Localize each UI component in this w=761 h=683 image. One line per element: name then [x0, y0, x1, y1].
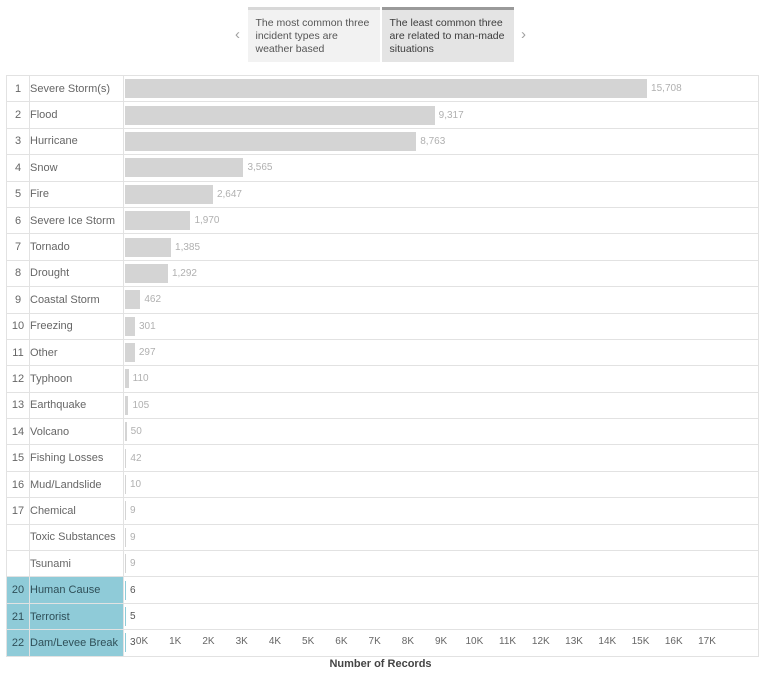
row-rank: 14: [7, 419, 30, 445]
table-row[interactable]: [7, 419, 759, 445]
row-rank: 11: [7, 339, 30, 365]
row-category-label: Human Cause: [30, 577, 124, 603]
bar-value-label: 9,317: [438, 109, 464, 121]
x-axis-tick: 7K: [368, 636, 381, 647]
table-row[interactable]: [7, 260, 759, 286]
bar[interactable]: [125, 475, 126, 494]
row-category-label: Fire: [30, 181, 124, 207]
row-bar-cell[interactable]: [124, 76, 759, 102]
bar-value-label: 8,763: [420, 135, 446, 147]
row-category-label: Snow: [30, 155, 124, 181]
row-bar-cell[interactable]: [124, 551, 759, 577]
row-category-label: Other: [30, 339, 124, 365]
bar-value-label: 9: [130, 505, 136, 517]
table-row[interactable]: [7, 471, 759, 497]
table-row[interactable]: [7, 234, 759, 260]
row-rank: 22: [7, 630, 30, 656]
story-next-arrow[interactable]: ›: [521, 25, 526, 43]
row-category-label: Typhoon: [30, 366, 124, 392]
bar[interactable]: [125, 290, 140, 309]
row-rank: 9: [7, 287, 30, 313]
bar-value-label: 15,708: [651, 83, 682, 95]
row-rank: [7, 524, 30, 550]
story-navigation-bar: [0, 0, 761, 68]
x-axis-tick: 13K: [565, 636, 583, 647]
bar[interactable]: [125, 106, 435, 125]
row-bar-cell[interactable]: [124, 128, 759, 154]
bar-value-label: 10: [130, 479, 142, 491]
bar-value-label: 5: [130, 611, 136, 622]
row-category-label: Tsunami: [30, 551, 124, 577]
row-bar-cell[interactable]: [124, 498, 759, 524]
table-row[interactable]: [7, 128, 759, 154]
row-bar-cell[interactable]: [124, 419, 759, 445]
bar-value-label: 1,385: [175, 241, 201, 253]
bar[interactable]: [125, 528, 126, 547]
row-bar-cell[interactable]: [124, 313, 759, 339]
row-bar-cell[interactable]: [124, 577, 759, 603]
bar-value-label: 462: [144, 294, 162, 306]
bar[interactable]: [125, 238, 171, 257]
bar[interactable]: [125, 211, 190, 230]
table-row[interactable]: [7, 603, 759, 629]
bar-value-label: 297: [138, 347, 156, 359]
row-bar-cell[interactable]: [124, 392, 759, 418]
bar-value-label: 9: [130, 558, 136, 570]
x-axis-tick: 10K: [465, 636, 484, 647]
x-axis-title: Number of Records: [329, 658, 432, 670]
row-category-label: Terrorist: [30, 603, 124, 629]
table-row[interactable]: [7, 498, 759, 524]
story-card-2[interactable]: The least common three are related to man-made situations: [382, 7, 514, 62]
x-axis-tick: 16K: [664, 636, 683, 647]
table-row[interactable]: [7, 76, 759, 102]
chart-table: [6, 75, 759, 657]
story-card-1[interactable]: The most common three incident types are weather based: [248, 7, 380, 62]
bar[interactable]: [125, 343, 135, 362]
table-row[interactable]: [7, 207, 759, 233]
row-category-label: Severe Storm(s): [30, 76, 124, 102]
row-category-label: Earthquake: [30, 392, 124, 418]
row-bar-cell[interactable]: [124, 366, 759, 392]
row-category-label: Flood: [30, 102, 124, 128]
row-category-label: Hurricane: [30, 128, 124, 154]
bar[interactable]: [125, 554, 126, 573]
row-rank: 3: [7, 128, 30, 154]
row-rank: 12: [7, 366, 30, 392]
table-row[interactable]: [7, 445, 759, 471]
row-category-label: Freezing: [30, 313, 124, 339]
bar-value-label: 50: [130, 426, 142, 438]
row-category-label: Mud/Landslide: [30, 471, 124, 497]
x-axis-tick: 11K: [499, 636, 517, 647]
table-row[interactable]: [7, 392, 759, 418]
row-bar-cell[interactable]: [124, 260, 759, 286]
row-category-label: Tornado: [30, 234, 124, 260]
row-rank: 13: [7, 392, 30, 418]
row-rank: 17: [7, 498, 30, 524]
bar[interactable]: [125, 264, 168, 283]
story-prev-arrow[interactable]: ‹: [235, 25, 240, 43]
row-category-label: Chemical: [30, 498, 124, 524]
row-category-label: Volcano: [30, 419, 124, 445]
x-axis-tick: 1K: [169, 636, 182, 647]
bar-value-label: 1,292: [171, 267, 197, 279]
table-row[interactable]: [7, 577, 759, 603]
row-category-label: Severe Ice Storm: [30, 207, 124, 233]
bar[interactable]: [125, 581, 126, 600]
row-bar-cell[interactable]: [124, 603, 759, 629]
bar[interactable]: [125, 396, 128, 415]
row-bar-cell[interactable]: [124, 524, 759, 550]
bar-value-label: 301: [139, 320, 156, 332]
row-category-label: Toxic Substances: [30, 524, 124, 550]
bar[interactable]: [125, 369, 129, 388]
row-rank: 20: [7, 577, 30, 603]
bar-value-label: 3,565: [247, 162, 273, 174]
bar-value-label: 2,647: [216, 188, 242, 200]
row-category-label: Fishing Losses: [30, 445, 124, 471]
bar-value-label: 1,970: [194, 215, 220, 227]
bar[interactable]: [125, 79, 647, 98]
row-bar-cell[interactable]: [124, 445, 759, 471]
table-row[interactable]: [7, 155, 759, 181]
row-bar-cell[interactable]: [124, 181, 759, 207]
row-rank: 8: [7, 260, 30, 286]
bar-value-label: 110: [132, 373, 149, 385]
row-bar-cell[interactable]: [124, 102, 759, 128]
bar[interactable]: [125, 158, 243, 177]
x-axis-tick: 3K: [235, 636, 248, 647]
row-rank: 15: [7, 445, 30, 471]
x-axis-tick: 8K: [401, 636, 414, 647]
bar[interactable]: [125, 132, 416, 151]
row-rank: 4: [7, 155, 30, 181]
row-rank: 2: [7, 102, 30, 128]
row-bar-cell[interactable]: [124, 155, 759, 181]
table-row[interactable]: [7, 366, 759, 392]
x-axis-tick: 14K: [598, 636, 617, 647]
x-axis-tick: 17K: [698, 636, 716, 647]
table-row[interactable]: [7, 339, 759, 365]
x-axis-tick: 5K: [302, 636, 315, 647]
bar[interactable]: [125, 449, 126, 468]
table-row[interactable]: [7, 287, 759, 313]
row-bar-cell[interactable]: [124, 207, 759, 233]
row-rank: 6: [7, 207, 30, 233]
bar[interactable]: [125, 607, 126, 626]
row-rank: 7: [7, 234, 30, 260]
row-bar-cell[interactable]: [124, 339, 759, 365]
bar-value-label: 3: [130, 637, 136, 649]
x-axis-tick: 2K: [202, 636, 215, 647]
bar[interactable]: [125, 422, 127, 441]
row-bar-cell[interactable]: [124, 287, 759, 313]
bar[interactable]: [125, 501, 126, 520]
row-rank: 5: [7, 181, 30, 207]
bar-value-label: 105: [132, 399, 150, 411]
row-category-label: Dam/Levee Break: [30, 630, 124, 656]
row-rank: 16: [7, 471, 30, 497]
bar-value-label: 42: [130, 452, 142, 464]
bar[interactable]: [125, 185, 213, 204]
x-axis-tick: 12K: [531, 636, 550, 647]
row-bar-cell[interactable]: [124, 234, 759, 260]
bar-value-label: 9: [130, 531, 136, 543]
row-category-label: Drought: [30, 260, 124, 286]
table-row[interactable]: [7, 181, 759, 207]
x-axis-tick: 4K: [268, 636, 282, 647]
bar[interactable]: [125, 317, 135, 336]
row-category-label: Coastal Storm: [30, 287, 124, 313]
table-row[interactable]: [7, 313, 759, 339]
bar-value-label: 6: [130, 584, 136, 596]
x-axis-tick: 0K: [135, 636, 149, 647]
table-row[interactable]: [7, 551, 759, 577]
table-row[interactable]: [7, 102, 759, 128]
table-row[interactable]: [7, 524, 759, 550]
x-axis: [0, 636, 761, 656]
x-axis-tick: 9K: [434, 636, 448, 647]
row-rank: [7, 551, 30, 577]
row-bar-cell[interactable]: [124, 471, 759, 497]
row-rank: 10: [7, 313, 30, 339]
x-axis-tick: 15K: [631, 636, 650, 647]
bar-chart: [0, 75, 761, 657]
row-rank: 21: [7, 603, 30, 629]
x-axis-tick: 6K: [335, 636, 348, 647]
row-rank: 1: [7, 76, 30, 102]
